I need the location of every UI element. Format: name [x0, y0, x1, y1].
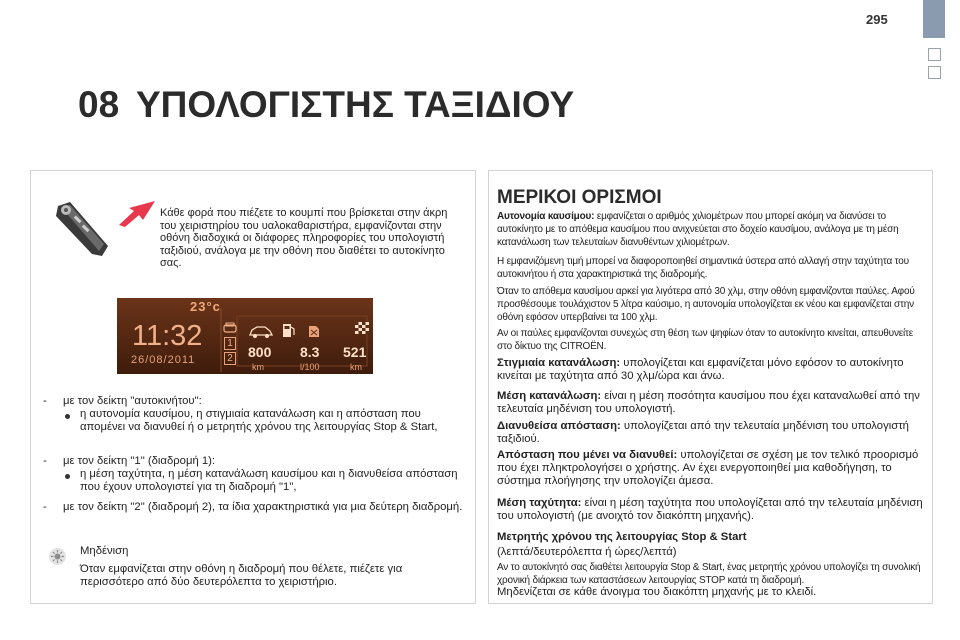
term-remaining-distance: Απόσταση που μένει να διανυθεί: — [497, 449, 678, 461]
chapter-number: 08 — [78, 84, 120, 125]
stop-start-reset: Μηδενίζεται σε κάθε άνοιγμα του διακόπτη μηχανής με το κλειδί. — [497, 586, 817, 598]
tip-title: Μηδένιση — [80, 545, 129, 557]
bullet-icon — [65, 414, 70, 419]
wiper-stalk-icon — [52, 198, 114, 260]
car-range-icon — [248, 325, 274, 339]
fuel-pump-icon — [282, 322, 296, 338]
term-fuel-range: Αυτονομία καυσίμου: — [497, 211, 595, 222]
section-heading: ΜΕΡΙΚΟΙ ΟΡΙΣΜΟΙ — [497, 187, 662, 208]
definition-average-speed-text: είναι η μέση ταχύτητα που υπολογίζεται από την τελευταία μηδένιση του υπολογιστή (με ανοιχτό τον διακόπτη μηχανής). — [497, 497, 923, 522]
list-item-car: με τον δείκτη "αυτοκινήτου": — [63, 395, 202, 407]
definition-average-consumption — [497, 390, 925, 416]
definition-fuel-range — [497, 210, 925, 249]
trip-2-indicator: 2 — [224, 352, 236, 365]
list-item-trip-2: με τον δείκτη "2" (διαδρομή 2), τα ίδια χαρακτηριστικά για μια δεύτερη διαδρομή. — [63, 501, 463, 513]
list-dash: - — [43, 395, 47, 407]
list-item-car-detail: η αυτονομία καυσίμου, η στιγμιαία κατανάλωση και η απόσταση που απομένει να διανυθεί ή ο μετρητής χρόνου της λειτουργίας Stop & Start, — [80, 408, 438, 433]
page-tab — [923, 0, 945, 38]
list-item-trip-1-detail: η μέση ταχύτητα, η μέση κατανάλωση καυσίμου και η διανυθείσα απόσταση που έχουν υπολογιστεί για τη διαδρομή "1", — [80, 468, 458, 493]
fuel-can-icon — [307, 322, 321, 338]
display-range-value: 800 — [248, 344, 272, 360]
display-consumption-unit: l/100 — [300, 362, 320, 372]
trip-1-indicator: 1 — [224, 337, 236, 350]
tab-box-icon — [928, 66, 941, 79]
bullet-icon — [65, 474, 70, 479]
chapter-title: ΥΠΟΛΟΓΙΣΤΗΣ ΤΑΞΙΔΙΟΥ — [136, 84, 575, 125]
chequered-flag-icon — [354, 321, 370, 337]
note-dealer: Αν οι παύλες εμφανίζονται συνεχώς στη θέση των ψηφίων όταν το αυτοκίνητο κινείται, απευθυνείτε στο δίκτυο της CITROËN. — [497, 328, 914, 352]
term-average-consumption: Μέση κατανάλωση: — [497, 390, 602, 402]
list-item-trip-1: με τον δείκτη "1" (διαδρομή 1): — [63, 455, 216, 467]
term-instant-consumption: Στιγμιαία κατανάλωση: — [497, 357, 621, 369]
display-range-unit: km — [252, 362, 264, 372]
definition-average-consumption-text: είναι η μέση ποσότητα καυσίμου που έχει καταναλωθεί από την τελευταία μηδένιση του υπολογιστή. — [497, 390, 920, 415]
display-consumption-value: 8.3 — [300, 344, 320, 360]
display-distance-value: 521 — [343, 344, 367, 360]
definition-fuel-range-text: εμφανίζεται ο αριθμός χιλιομέτρων που μπορεί ακόμη να διανύσει το αυτοκίνητο με το απόθεμα καυσίμου που ανιχνεύεται στο δοχείο καυσίμου, ανάλογα με τη μέση κατανάλωση των τελευταίων διανυθέντων χιλιομέτρων. — [497, 211, 899, 248]
stalk-instruction: Κάθε φορά που πιέζετε το κουμπί που βρίσκεται στην άκρη του χειριστηρίου του υαλοκαθαριστήρα, εμφανίζονται στην οθόνη διαδοχικά οι διάφορες πληροφορίες του υπολογιστή ταξιδιού, ανάλογα με την οθόνη που διαθέτει το αυτοκίνητο σας. — [160, 207, 448, 269]
definition-average-speed — [497, 497, 925, 523]
list-dash: - — [43, 455, 47, 467]
definition-distance-travelled — [497, 420, 925, 446]
definition-remaining-distance — [497, 449, 925, 488]
press-arrow-icon — [113, 198, 157, 228]
stop-start-units: (λεπτά/δευτερόλεπτα ή ώρες/λεπτά) — [497, 546, 677, 558]
term-average-speed: Μέση ταχύτητα: — [497, 497, 582, 509]
definition-distance-travelled-text: υπολογίζεται από την τελευταία μηδένιση του υπολογιστή ταξιδιού. — [497, 420, 909, 445]
display-temperature: 23°c — [190, 299, 221, 314]
stop-start-description: Αν το αυτοκίνητό σας διαθέτει λειτουργία Stop & Start, ένας μετρητής χρόνου υπολογίζει τη συνολική χρονική διάρκεια των καταστάσεων λειτουργίας STOP κατά τη διαδρομή. — [497, 562, 921, 586]
definition-instant-consumption-text: υπολογίζεται και εμφανίζεται μόνο εφόσον το αυτοκίνητο κινείται με ταχύτητα από 30 χλμ/ώρα και άνω. — [497, 357, 904, 382]
tab-box-icon — [928, 48, 941, 61]
lightbulb-icon — [49, 548, 66, 565]
tip-text: Όταν εμφανίζεται στην οθόνη η διαδρομή που θέλετε, πιέζετε για περισσότερο από δύο δευτερόλεπτα το χειριστήριο. — [80, 563, 403, 588]
term-distance-travelled: Διανυθείσα απόσταση: — [497, 420, 621, 432]
display-clock: 11:32 — [132, 320, 203, 352]
car-mode-icon — [223, 322, 237, 334]
display-date: 26/08/2011 — [131, 354, 196, 366]
definition-instant-consumption — [497, 357, 925, 383]
page-number: 295 — [866, 12, 888, 27]
list-dash: - — [43, 501, 47, 513]
note-low-fuel: Όταν το απόθεμα καυσίμου αρκεί για λιγότερα από 30 χλμ, στην οθόνη εμφανίζονται παύλες. Αφού προσθέσουμε τουλάχιστον 5 λίτρα καύσιμο, η αυτονομία υπολογίζεται εκ νέου και εμφανίζεται στην οθόνη εφόσον υπερβαίνει τα 100 χλμ. — [497, 286, 915, 323]
term-stop-start-counter: Μετρητής χρόνου της λειτουργίας Stop & Start — [497, 531, 747, 543]
display-distance-unit: km — [350, 362, 362, 372]
note-value-variation: Η εμφανιζόμενη τιμή μπορεί να διαφοροποιηθεί σημαντικά ύστερα από αλλαγή στην ταχύτητα του αυτοκινήτου ή στα χαρακτηριστικά της διαδρομής. — [497, 256, 909, 280]
definition-remaining-distance-text: υπολογίζεται σε σχέση με τον τελικό προορισμό που έχει πληκτρολογήσει ο χρήστης. Αν έχει ενεργοποιηθεί μια καθοδήγηση, το σύστημα πλοήγησης την υπολογίζει άμεσα. — [497, 449, 919, 487]
